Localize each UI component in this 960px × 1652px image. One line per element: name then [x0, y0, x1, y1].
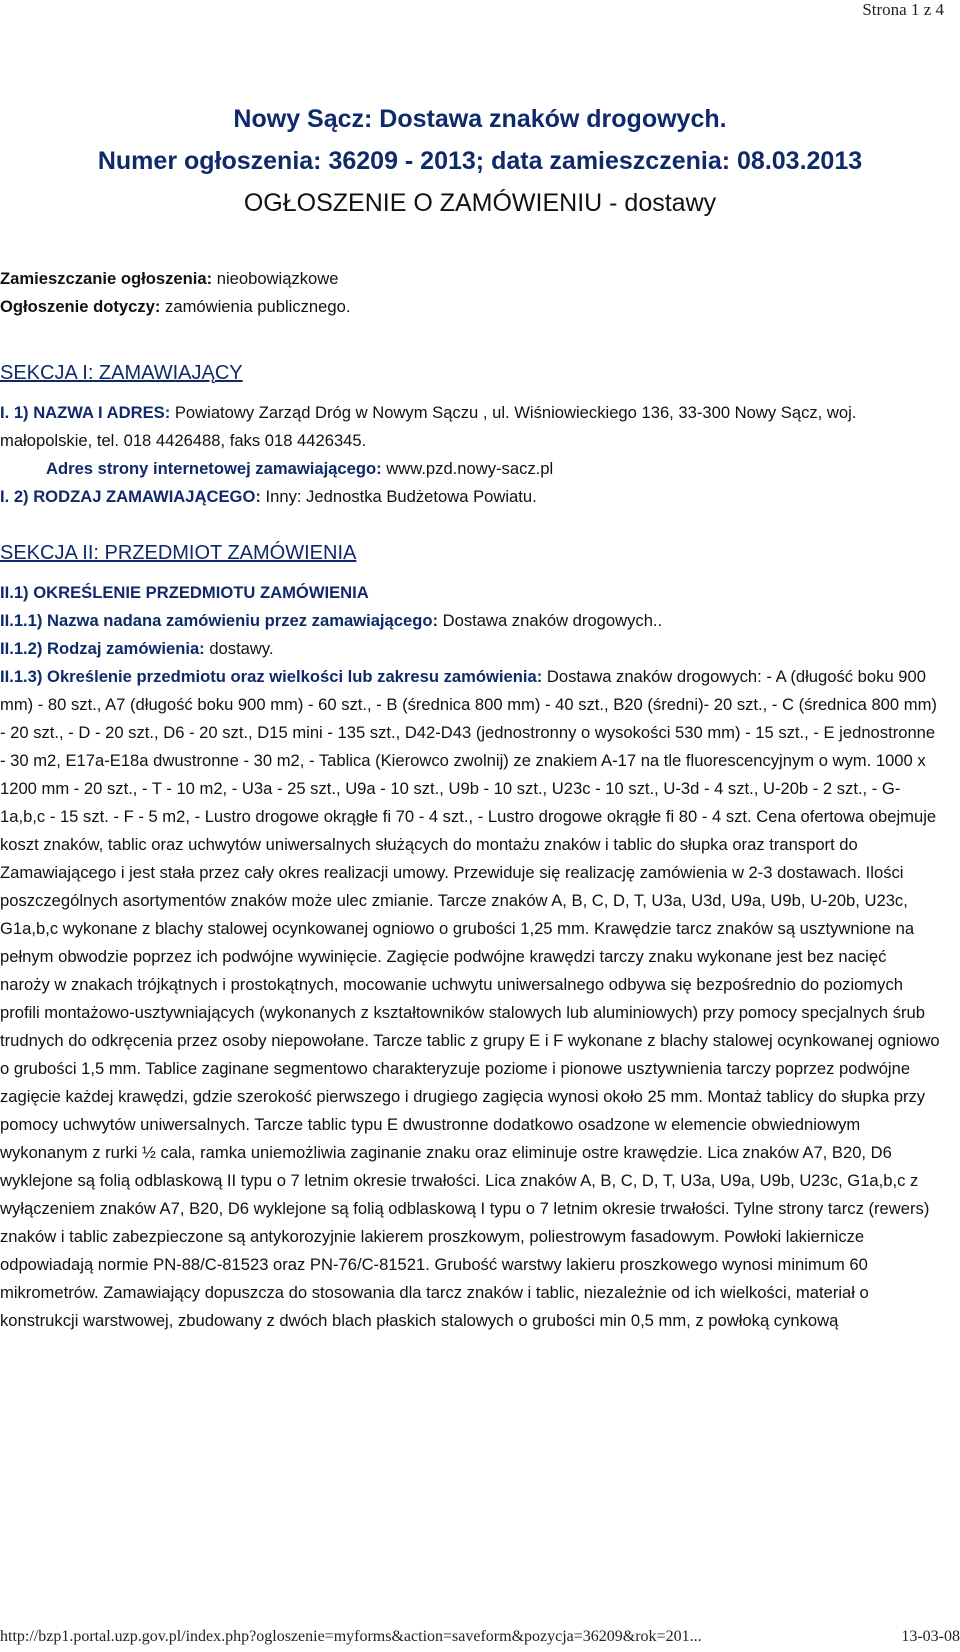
subject-definition-heading: II.1) OKREŚLENIE PRZEDMIOTU ZAMÓWIENIA: [0, 583, 369, 602]
title-heading: Nowy Sącz: Dostawa znaków drogowych.: [233, 105, 727, 133]
contract-description-value: Dostawa znaków drogowych: - A (długość boku 900 mm) - 80 szt., A7 (długość boku 900 mm) - 60 szt., - B (średnica 800 mm) - 40 szt., B20 (średni)- 20 szt., - C (średnica 800 mm) - 20 szt., - D - 20 szt., D6 - 20 szt., D15 mini - 135 szt., D42-D43 (jednostronny o wysokości 530 mm) - 15 szt., - E jednostronne - 30 m2, E17a-E18a dwustronne - 30 m2, - Tablica (Kierowco zwolnij) ze znakiem A-17 na tle fluorescencyjnym o wym. 1000 x 1200 mm - 20 szt., - T - 10 m2, - U3a - 25 szt., U9a - 10 szt., U9b - 10 szt., U23c - 10 szt., U-3d - 4 szt., U-20b - 2 szt., - G-1a,b,c - 15 szt. - F - 5 m2, - Lustro drogowe okrągłe fi 70 - 4 szt., - Lustro drogowe okrągłe fi 80 - 4 szt. Cena ofertowa obejmuje koszt znaków, tablic oraz uchwytów uniwersalnych służących do montażu znaków i tablic do słupka oraz transport do Zamawiającego i jest stała przez cały okres realizacji umowy. Przewiduje się realizację zamówienia w 2-3 dostawach. Ilości poszczególnych asortymentów znaków może ulec zmianie. Tarcze znaków A, B, C, D, T, U3a, U3d, U9a, U9b, U-20b, U23c, G1a,b,c wykonane z blachy stalowej ocynkowanej ogniowo o grubości 1,25 mm. Krawędzie tarcz znaków są usztywnione na pełnym obwodzie poprzez ich podwójne wywinięcie. Zagięcie podwójne krawędzi tarczy znaku wykonane jest bez nacięć naroży w znakach trójkątnych i prostokątnych, mocowanie uchwytu uniwersalnego odbywa się bezpośrednio do poziomych profili montażowo-usztywniających (wykonanych z kształtowników stalowych lub aluminiowych) przy pomocy specjalnych śrub trudnych do odkręcenia przez osoby niepowołane. Tarcze tablic z grupy E i F wykonane z blachy stalowej ocynkowanej ogniowo o grubości 1,5 mm. Tablice zaginane segmentowo charakteryzuje poziome i pionowe usztywnienia tarczy poprzez podwójne zagięcie każdej krawędzi, gdzie szerokość pierwszego i drugiego zagięcia wynosi około 25 mm. Montaż tablicy do słupka przy pomocy uchwytów uniwersalnych. Tarcze tablic typu E dwustronne dodatkowo osadzone w elemencie obwiedniowym wykonanym z rurki ½ cala, ramka uniemożliwia zaginanie znaku oraz eliminuje ostre krawędzie. Lica znaków A7, B20, D6 wyklejone są folią odblaskową II typu o 7 letnim okresie trwałości. Lica znaków A, B, C, D, T, U3a, U9a, U9b, U23c, G1a,b,c z wyłączeniem znaków A7, B20, D6 wyklejone są folią odblaskową I typu o 7 letnim okresie trwałości. Tylne strony tarcz (rewers) znaków i tablic zabezpieczone są antykorozyjnie lakierem proszkowym, poliestrowym fasadowym. Powłoki lakiernicze odpowiadają normie PN-88/C-81523 oraz PN-76/C-81521. Grubość warstwy lakieru proszkowego wynosi minimum 60 mikrometrów. Zamawiający dopuszcza do stosowania dla tarcz znaków i tablic, niezależnie od ich wielkości, materiał o konstrukcji warstwowej, zbudowany z dwóch blach płaskich stalowych o grubości min 0,5 mm, z powłoką cynkową: [0, 667, 940, 1330]
page-footer: [0, 1628, 960, 1646]
contract-name-value: Dostawa znaków drogowych..: [438, 611, 663, 630]
contract-kind-label: II.1.2) Rodzaj zamówienia:: [0, 639, 205, 658]
footer-url: http://bzp1.portal.uzp.gov.pl/index.php?ogloszenie=myforms&action=saveform&pozycja=36209&rok=201...: [0, 1628, 702, 1645]
contract-name: [0, 607, 940, 635]
contract-kind-value: dostawy.: [204, 639, 274, 658]
meta-publication: [0, 265, 940, 293]
contracting-authority-name: [0, 399, 940, 455]
meta-publication-value: nieobowiązkowe: [212, 269, 339, 288]
contract-description: [0, 663, 940, 1335]
authority-type-value: Inny: Jednostka Budżetowa Powiatu.: [260, 487, 537, 506]
announcement-type: OGŁOSZENIE O ZAMÓWIENIU - dostawy: [243, 189, 717, 217]
contracting-authority-www: [0, 455, 940, 483]
contract-name-label: II.1.1) Nazwa nadana zamówieniu przez zamawiającego:: [0, 611, 439, 630]
meta-concerns: [0, 293, 940, 321]
authority-type-label: I. 2) RODZAJ ZAMAWIAJĄCEGO:: [0, 487, 261, 506]
name-address-label: I. 1) NAZWA I ADRES:: [0, 403, 171, 422]
page-number: Strona 1 z 4: [862, 0, 944, 19]
website-value: www.pzd.nowy-sacz.pl: [381, 459, 554, 478]
website-label: Adres strony internetowej zamawiającego:: [46, 459, 382, 478]
name-address-value: Powiatowy Zarząd Dróg w Nowym Sączu , ul. Wiśniowieckiego 136, 33-300 Nowy Sącz, woj. małopolskie, tel. 018 4426488, faks 018 4426345.: [0, 403, 857, 450]
section-1-heading: SEKCJA I: ZAMAWIAJĄCY: [0, 362, 243, 384]
title-block: [0, 98, 960, 224]
footer-date: 13-03-08: [901, 1628, 960, 1645]
contract-description-label: II.1.3) Określenie przedmiotu oraz wielkości lub zakresu zamówienia:: [0, 667, 543, 686]
document-body: [0, 265, 940, 1335]
announcement-number: Numer ogłoszenia: 36209 - 2013; data zamieszczenia: 08.03.2013: [97, 147, 863, 175]
meta-concerns-label: Ogłoszenie dotyczy:: [0, 297, 161, 316]
meta-concerns-value: zamówienia publicznego.: [160, 297, 351, 316]
meta-publication-label: Zamieszczanie ogłoszenia:: [0, 269, 213, 288]
section-2-heading: SEKCJA II: PRZEDMIOT ZAMÓWIENIA: [0, 542, 357, 564]
contracting-authority-type: [0, 483, 940, 511]
contract-kind: [0, 635, 940, 663]
